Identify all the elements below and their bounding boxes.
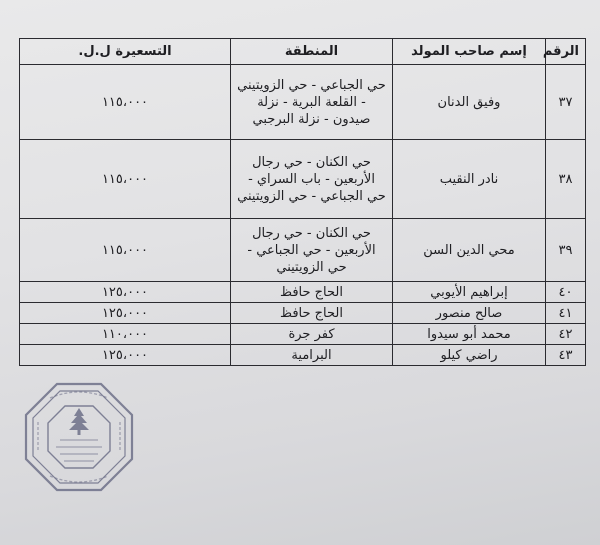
row-owner-name: محي الدين السن bbox=[393, 219, 546, 282]
header-area: المنطقة bbox=[231, 39, 393, 65]
row-price: ١١٠،٠٠٠ bbox=[20, 324, 231, 345]
header-number: الرقم bbox=[546, 39, 586, 65]
row-number: ٣٩ bbox=[546, 219, 586, 282]
row-price: ١١٥،٠٠٠ bbox=[20, 65, 231, 140]
table-row bbox=[20, 282, 586, 303]
row-owner-name: محمد أبو سيدوا bbox=[393, 324, 546, 345]
table-row bbox=[20, 324, 586, 345]
row-area: حي الكنان - حي رجال الأربعين - باب السراي - حي الجباعي - حي الزويتيني bbox=[231, 140, 393, 219]
row-area: حي الجباعي - حي الزويتيني - القلعة البرية - نزلة صيدون - نزلة البرجبي bbox=[231, 65, 393, 140]
row-price: ١١٥،٠٠٠ bbox=[20, 219, 231, 282]
cedar-icon bbox=[69, 408, 89, 435]
row-number: ٤١ bbox=[546, 303, 586, 324]
generators-pricing-table bbox=[19, 38, 586, 366]
official-stamp bbox=[20, 378, 138, 496]
header-price: التسعيرة ل.ل. bbox=[20, 39, 231, 65]
table-row bbox=[20, 219, 586, 282]
table-header-row bbox=[20, 39, 586, 65]
row-number: ٤٢ bbox=[546, 324, 586, 345]
row-number: ٣٧ bbox=[546, 65, 586, 140]
row-price: ١٢٥،٠٠٠ bbox=[20, 345, 231, 366]
table-row bbox=[20, 140, 586, 219]
table-row bbox=[20, 65, 586, 140]
row-owner-name: وفيق الدنان bbox=[393, 65, 546, 140]
header-generator-owner: إسم صاحب المولد bbox=[393, 39, 546, 65]
row-owner-name: إبراهيم الأيوبي bbox=[393, 282, 546, 303]
row-area: كفر جرة bbox=[231, 324, 393, 345]
row-number: ٤٠ bbox=[546, 282, 586, 303]
row-owner-name: صالح منصور bbox=[393, 303, 546, 324]
row-area: حي الكنان - حي رجال الأربعين - حي الجباعي - حي الزويتيني bbox=[231, 219, 393, 282]
row-area: البرامية bbox=[231, 345, 393, 366]
row-price: ١٢٥،٠٠٠ bbox=[20, 282, 231, 303]
row-number: ٣٨ bbox=[546, 140, 586, 219]
row-area: الحاج حافظ bbox=[231, 282, 393, 303]
table-row bbox=[20, 345, 586, 366]
table-row bbox=[20, 303, 586, 324]
row-price: ١١٥،٠٠٠ bbox=[20, 140, 231, 219]
row-number: ٤٣ bbox=[546, 345, 586, 366]
row-price: ١٢٥،٠٠٠ bbox=[20, 303, 231, 324]
row-owner-name: راضي كيلو bbox=[393, 345, 546, 366]
row-owner-name: نادر النقيب bbox=[393, 140, 546, 219]
row-area: الحاج حافظ bbox=[231, 303, 393, 324]
